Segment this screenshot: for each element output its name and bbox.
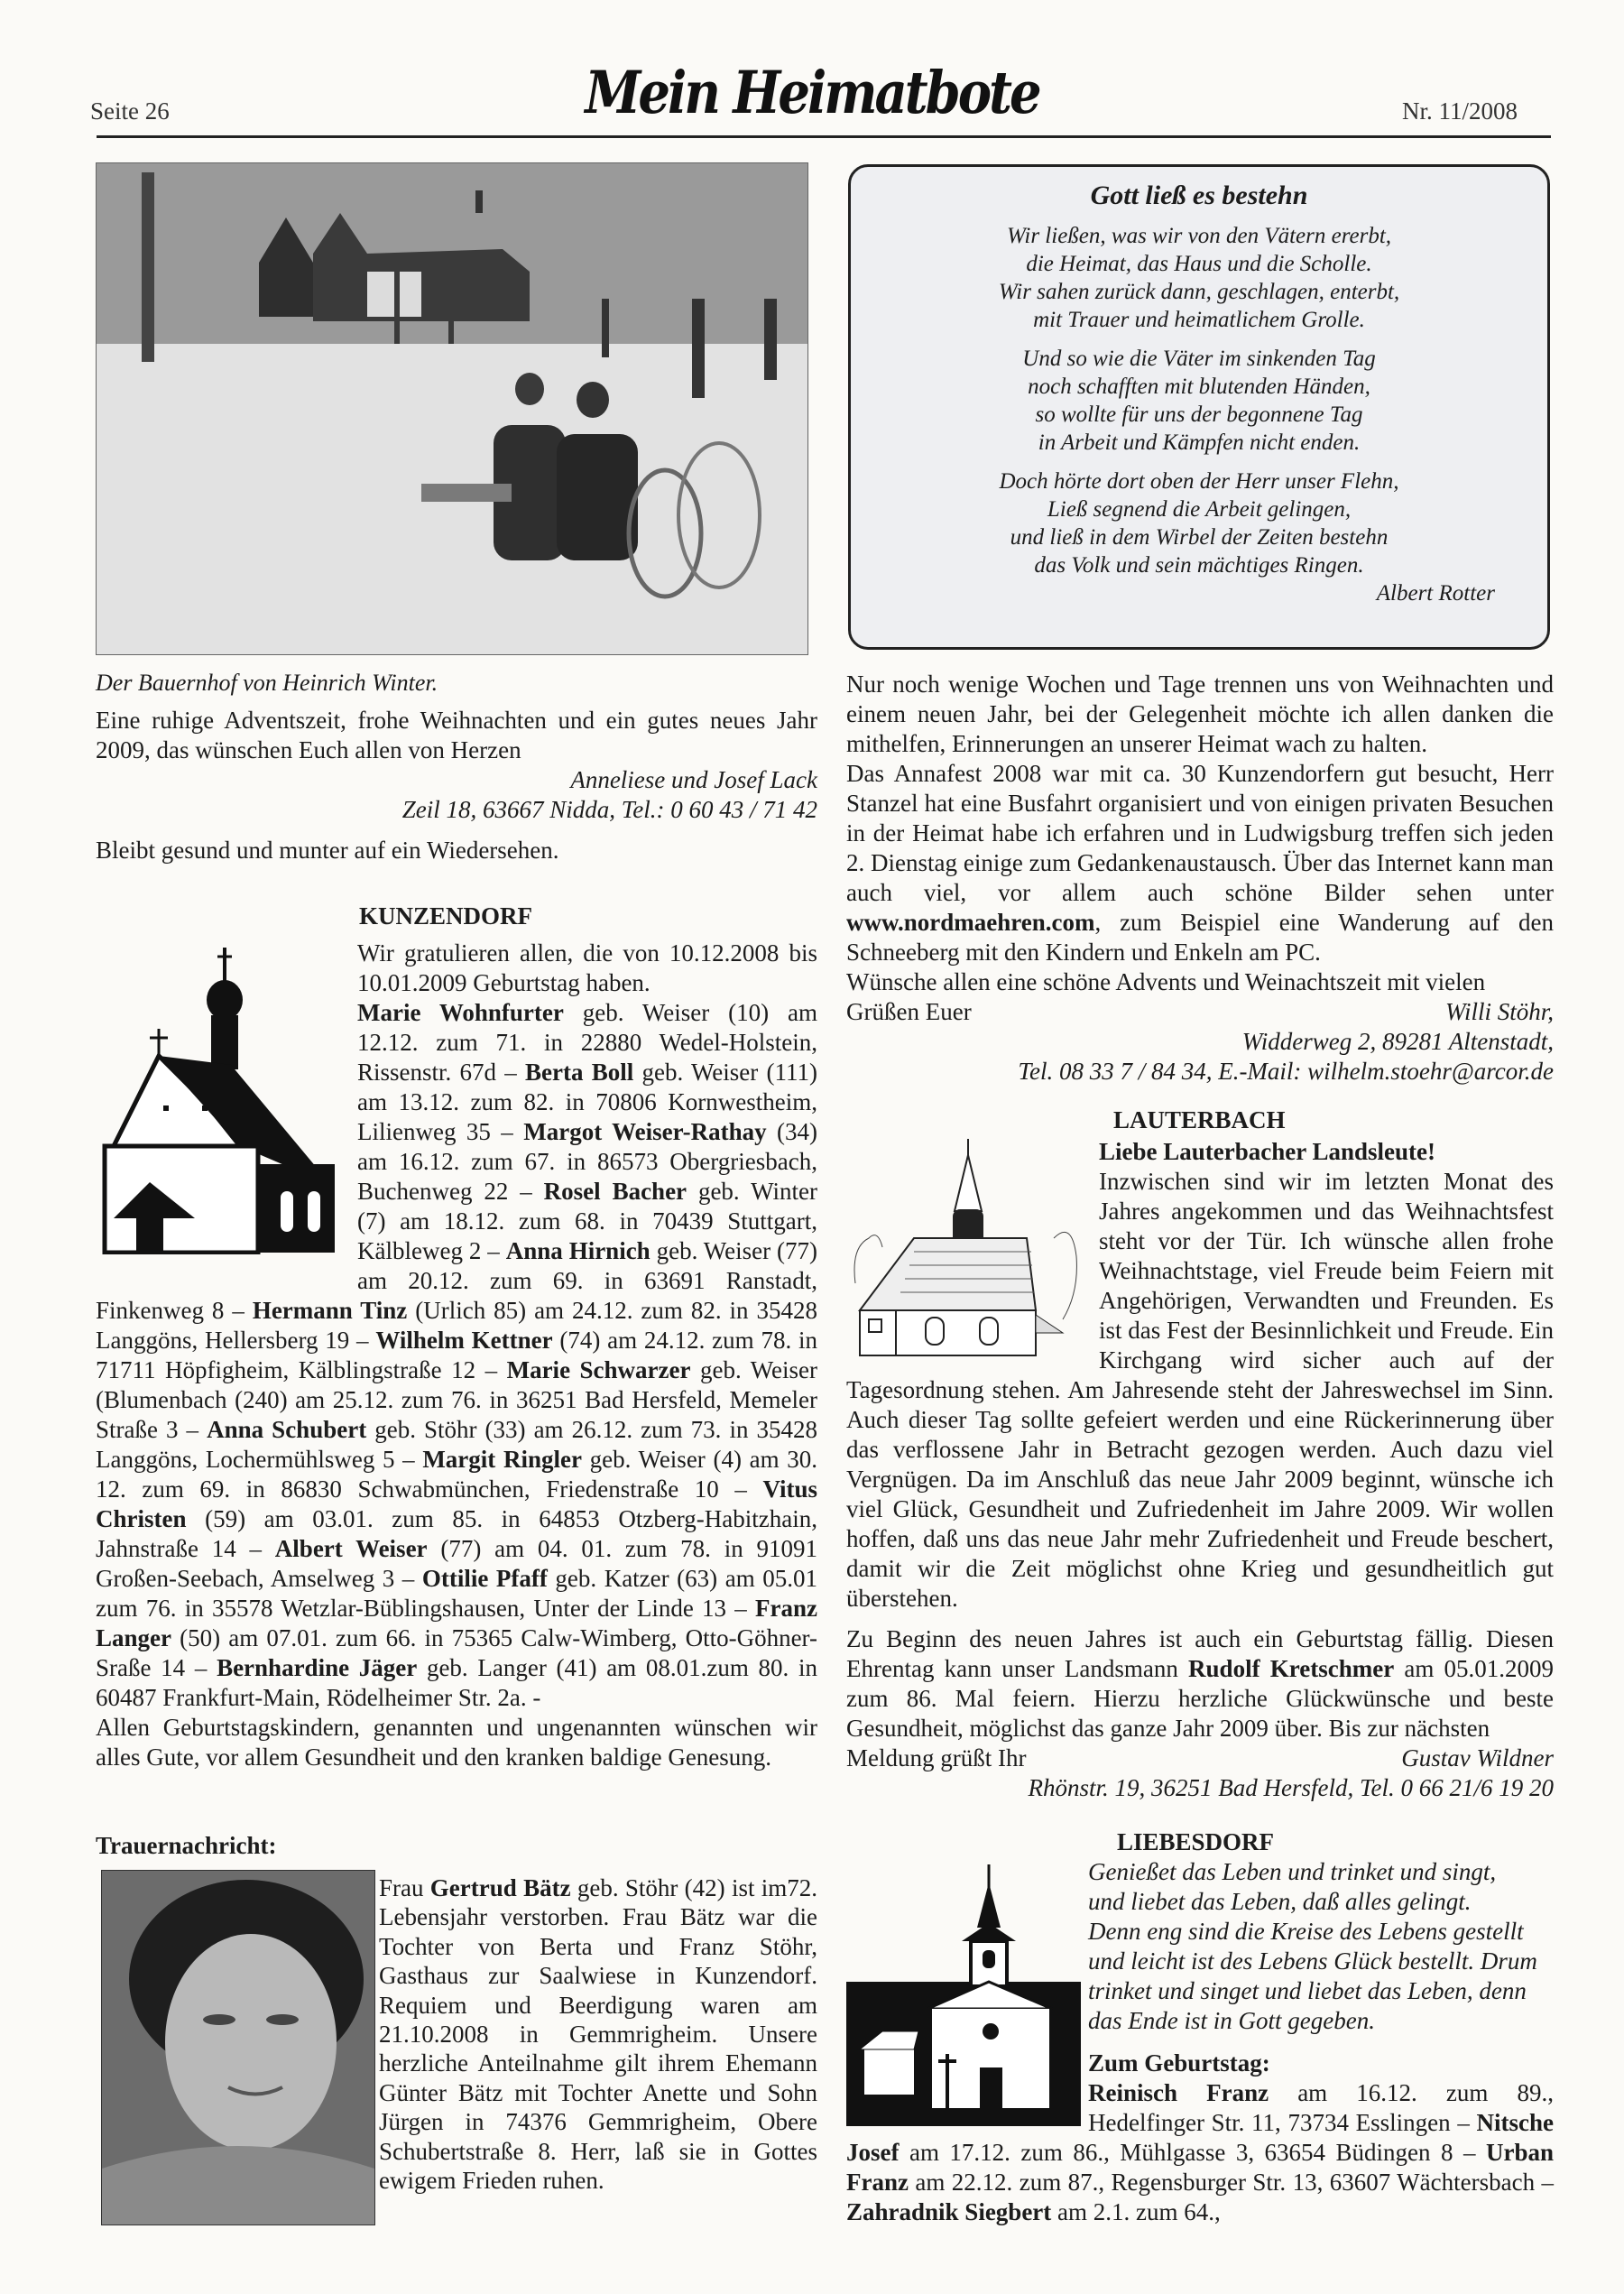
birthday-details: am 22.12. zum 87., Regensburger Str. 13, 63607 Wächtersbach – [908, 2169, 1554, 2196]
birthday-name: Albert Weiser [274, 1535, 428, 1562]
lauterbach-paragraph-1: Inzwischen sind wir im letzten Monat des Jahres angekommen und das Weihnachtsfest steht vor der Tür. Ich wünsche allen frohe Weihnachtstage, viel Freude beim Feiern mit Angehörigen, Verwandten und Freunden. Es ist das Fest der Besinnlichkeit und Freude. Ein Kirchgang wird sicher auch auf der Tagesordnung stehen. Am Jahresende steht der Jahreswechsel im Sinn. Auch dieser Tag sollte gefeiert werden und eine Rückerinnerung über das verflossene Jahr in Betracht gezogen werden. Auch dazu viel Vergnügen. Da im Anschluß das neue Jahr 2009 beginnt, wünsche ich viel Glück, Gesundheit und Zufriedenheit im Jahre 2009. Wir wollen hoffen, daß uns das neue Jahr mehr Zufriedenheit und Freude beschert, damit wir die Zeit möglichst ohne Krieg und gesundheitlich gut überstehen. [846, 1168, 1554, 1612]
birthday-name: Berta Boll [525, 1059, 634, 1086]
birthday-details: am 17.12. zum 86., Mühlgasse 3, 63654 Büdingen 8 – [899, 2139, 1486, 2166]
lauterbach-p2-text: Zu Beginn des neuen Jahres ist auch ein Geburtstag fällig. Diesen Ehrentag kann unser Landsmann [846, 1625, 1554, 1682]
birthday-details: am 2.1. zum 64., [1051, 2198, 1221, 2225]
willi-greeting: Grüßen Euer [846, 998, 972, 1025]
poem-line: so wollte für uns der begonnene Tag [1035, 402, 1363, 427]
birthday-name: Vitus Christen [96, 1475, 817, 1532]
winter-farm-photo [96, 162, 808, 655]
birthday-name: Anna Schubert [207, 1416, 367, 1443]
birthday-name: Reinisch Franz [1088, 2079, 1269, 2106]
birthday-name: Franz Langer [96, 1595, 817, 1651]
kunzendorf-intro: Wir gratulieren allen, die von 10.12.2008 bis 10.01.2009 Geburtstag haben. [357, 939, 817, 996]
birthday-name: Marie Schwarzer [506, 1356, 691, 1383]
poem-line: das Volk und sein mächtiges Ringen. [1034, 553, 1364, 578]
lauterbach-signature: Gustav Wildner [1401, 1744, 1554, 1771]
lauterbach-p2-rest: am 05.01.2009 zum 86. Mal feiern. Hierzu herzliche Glückwünsche und beste Gesundheit, möglichst das ganze Jahr 2009 über. Bis zur nächsten [846, 1655, 1554, 1742]
birthday-details: geb. Weiser (4) am 30. 12. zum 69. in 86830 Schwabmünchen, Friedenstraße 10 – [96, 1446, 817, 1503]
verse-line: Denn eng sind die Kreise des Lebens gestellt und leicht ist des Lebens Glück bestellt. Drum trinket und singet und liebet das Leben, denn das Ende ist in Gott gegeben. [1088, 1918, 1537, 2034]
kunzendorf-closing: Allen Geburtstagskindern, genannten und ungenannten wünschen wir alles Gute, vor allem Gesundheit und den kranken baldige Genesung. [96, 1714, 817, 1771]
issue-number: Nr. 11/2008 [1402, 97, 1518, 125]
liebesdorf-birthday-title: Zum Geburtstag: [1088, 2049, 1270, 2077]
poem-line: Ließ segnend die Arbeit gelingen, [1047, 497, 1352, 522]
poem-line: Wir sahen zurück dann, geschlagen, enterbt, [998, 280, 1400, 304]
lauterbach-paragraph-2 [846, 1624, 1554, 1744]
birthday-name: Hermann Tinz [252, 1297, 408, 1324]
birthday-details: (50) am 07.01. zum 66. in 75365 Calw-Wimberg, Otto-Göhner-Sraße 14 – [96, 1624, 817, 1681]
birthday-name: Ottilie Pfaff [421, 1565, 548, 1592]
verse-line: Genießet das Leben und trinket und singt, [1088, 1858, 1497, 1885]
obituary-lead: Frau [379, 1874, 430, 1901]
birthday-details: (34) am 16.12. zum 67. in 86573 Obergriesbach, Buchenweg 22 – [357, 1118, 817, 1205]
birthday-details: (59) am 03.01. zum 85. in 64853 Otzberg-Habitzhain, Jahnstraße 14 – [96, 1505, 817, 1562]
birthday-details: (74) am 24.12. zum 78. in 71711 Höpfigheim, Kälblingstraße 12 – [96, 1327, 817, 1383]
greeting-text: Eine ruhige Adventszeit, frohe Weihnachten und ein gutes neues Jahr 2009, das wünschen Euch allen von Herzen [96, 707, 817, 763]
willi-signature: Willi Stöhr, [1444, 998, 1554, 1025]
lauterbach-address: Rhönstr. 19, 36251 Bad Hersfeld, Tel. 0 66 21/6 19 20 [1028, 1774, 1554, 1801]
birthday-details: geb. Stöhr (33) am 26.12. zum 73. in 35428 Langgöns, Lochermühlsweg 5 – [96, 1416, 817, 1473]
poem-stanza-1 [851, 222, 1547, 334]
liebesdorf-article [846, 1857, 1554, 2227]
willi-paragraph-3: Wünsche allen eine schöne Advents und Weinachtszeit mit vielen [846, 968, 1486, 995]
obituary-title: Trauernachricht: [96, 1832, 277, 1859]
header-rule [97, 135, 1551, 138]
portrait-photo [102, 1871, 374, 2225]
kunzendorf-birthdays [96, 939, 817, 1772]
poem-line: und ließ in dem Wirbel der Zeiten bestehn [1010, 525, 1389, 550]
greeting-signature: Anneliese und Josef Lack [570, 766, 817, 793]
birthday-details: (77) am 04. 01. zum 78. in 91091 Großen-Seebach, Amselweg 3 – [96, 1535, 817, 1592]
poem-line: Wir ließen, was wir von den Vätern ererbt, [1006, 224, 1392, 248]
lauterbach-article [846, 1133, 1554, 1803]
lauterbach-birthday-name: Rudolf Kretschmer [1188, 1655, 1395, 1682]
poem-box [848, 164, 1550, 650]
obituary-text [379, 1873, 817, 2195]
poem-stanza-3 [851, 467, 1547, 579]
birthday-name: Urban Franz [846, 2139, 1554, 2196]
poem-line: Doch hörte dort oben der Herr unser Flehn, [999, 469, 1399, 494]
page-number: Seite 26 [90, 97, 170, 125]
birthday-details: geb. Langer (41) am 08.01.zum 80. in 60487 Frankfurt-Main, Rödelheimer Str. 2a. - [96, 1654, 818, 1711]
poem-line: die Heimat, das Haus und die Scholle. [1026, 252, 1372, 276]
christmas-greeting [96, 706, 817, 825]
section-title-kunzendorf: KUNZENDORF [359, 902, 533, 930]
willi-paragraph-1: Nur noch wenige Wochen und Tage trennen uns von Weihnachten und einem neuen Jahr, bei der Gelegenheit möchte ich allen danken die mithelfen, Erinnerungen an unserer Heimat wach zu halten. [846, 671, 1554, 757]
poem-author: Albert Rotter [1376, 581, 1495, 606]
willi-contact: Tel. 08 33 7 / 84 34, E.-Mail: wilhelm.stoehr@arcor.de [1018, 1058, 1554, 1085]
birthday-name: Wilhelm Kettner [375, 1327, 553, 1354]
birthday-details: geb. Weiser (Blumenbach (240) am 25.12. zum 76. in 36251 Bad Hersfeld, Memeler Straße 3 – [96, 1356, 817, 1443]
farewell-text: Bleibt gesund und munter auf ein Wiedersehen. [96, 837, 559, 864]
birthday-name: Rosel Bacher [543, 1178, 687, 1205]
birthday-details: (Urlich 85) am 24.12. zum 82. in 35428 Langgöns, Hellersberg 19 – [96, 1297, 817, 1354]
birthday-details: geb. Winter (7) am 18.12. zum 68. in 70439 Stuttgart, Kälbleweg 2 – [357, 1178, 817, 1264]
poem-stanza-2 [851, 345, 1547, 457]
obituary-portrait [101, 1870, 375, 2225]
section-title-lauterbach: LAUTERBACH [1113, 1106, 1286, 1133]
birthday-name: Anna Hirnich [505, 1237, 651, 1264]
birthday-details: geb. Weiser (77) am 20.12. zum 69. in 63691 Ranstadt, Finkenweg 8 – [96, 1237, 817, 1324]
lauterbach-signoff [846, 1744, 1554, 1773]
greeting-address: Zeil 18, 63667 Nidda, Tel.: 0 60 43 / 71 42 [401, 796, 817, 823]
birthday-details: geb. Katzer (63) am 05.01 zum 76. in 35578 Wetzlar-Büblingshausen, Unter der Linde 13 – [96, 1565, 817, 1622]
obituary-body: geb. Stöhr (42) ist im72. Lebensjahr verstorben. Frau Bätz war die Tochter von Berta und Franz Stöhr, Gasthaus zur Saalwiese in Kunzendorf. Requiem und Beerdigung waren am 21.10.2008 in Gemmrigheim. Unsere herzliche Anteilnahme gilt ihrem Ehemann Günter Bätz mit Tochter Anette und Sohn Jürgen in 74376 Gemmrigheim, Obere Schubertstraße 8. Herr, laß sie in Gottes ewigem Frieden ruhen. [379, 1874, 818, 2195]
birthday-name: Bernhardine Jäger [217, 1654, 418, 1681]
birthday-details: am 16.12. zum 89., Hedelfinger Str. 11, 73734 Esslingen – [1088, 2079, 1554, 2136]
birthday-name: Marie Wohnfurter [357, 999, 564, 1026]
willi-p2-text: Das Annafest 2008 war mit ca. 30 Kunzendorfern gut besucht, Herr Stanzel hat eine Busfahrt organisiert und von einigen privaten Besuchen in der Heimat habe ich erfahren und in Ludwigsburg treffen sich jeden 2. Dienstag einige zum Gedankenaustausch. Über das Internet kann man auch viel, vor allem auch schöne Bilder sehen unter [846, 760, 1554, 906]
poem-line: noch schafften mit blutenden Händen, [1028, 375, 1370, 399]
lauterbach-subtitle: Liebe Lauterbacher Landsleute! [1099, 1138, 1435, 1165]
birthday-details: geb. Weiser (111) am 13.12. zum 82. in 70806 Kornwestheim, Lilienweg 35 – [357, 1059, 818, 1145]
willi-address: Widderweg 2, 89281 Altenstadt, [1241, 1028, 1554, 1055]
section-title-liebesdorf: LIEBESDORF [1117, 1828, 1275, 1855]
willi-signoff [846, 997, 1554, 1027]
birthday-name: Margit Ringler [422, 1446, 582, 1473]
poem-line: mit Trauer und heimatlichem Grolle. [1033, 308, 1365, 332]
photo-illustration [97, 163, 807, 654]
birthday-name: Nitsche Josef [846, 2109, 1554, 2166]
obituary-name: Gertrud Bätz [429, 1874, 571, 1901]
willi-letter [846, 670, 1554, 1087]
willi-paragraph-2 [846, 759, 1554, 967]
birthday-name: Margot Weiser-Rathay [523, 1118, 767, 1145]
birthday-details: geb. Weiser (10) am 12.12. zum 71. in 22880 Wedel-Holstein, Rissenstr. 67d – [357, 999, 817, 1086]
poem-line: Und so wie die Väter im sinkenden Tag [1022, 347, 1376, 371]
nordmaehren-link[interactable]: www.nordmaehren.com [846, 909, 1095, 936]
birthday-name: Zahradnik Siegbert [846, 2198, 1052, 2225]
willi-p2-rest: , zum Beispiel eine Wanderung auf den Schneeberg mit den Kindern und Enkeln am PC. [846, 909, 1554, 966]
poem-title: Gott ließ es bestehn [1090, 180, 1308, 210]
lauterbach-greeting: Meldung grüßt Ihr [846, 1744, 1027, 1771]
verse-line: und liebet das Leben, daß alles gelingt. [1088, 1888, 1472, 1915]
poem-line: in Arbeit und Kämpfen nicht enden. [1038, 430, 1361, 455]
photo-caption: Der Bauernhof von Heinrich Winter. [96, 670, 438, 696]
masthead-logo: Mein Heimatbote [585, 59, 1039, 127]
